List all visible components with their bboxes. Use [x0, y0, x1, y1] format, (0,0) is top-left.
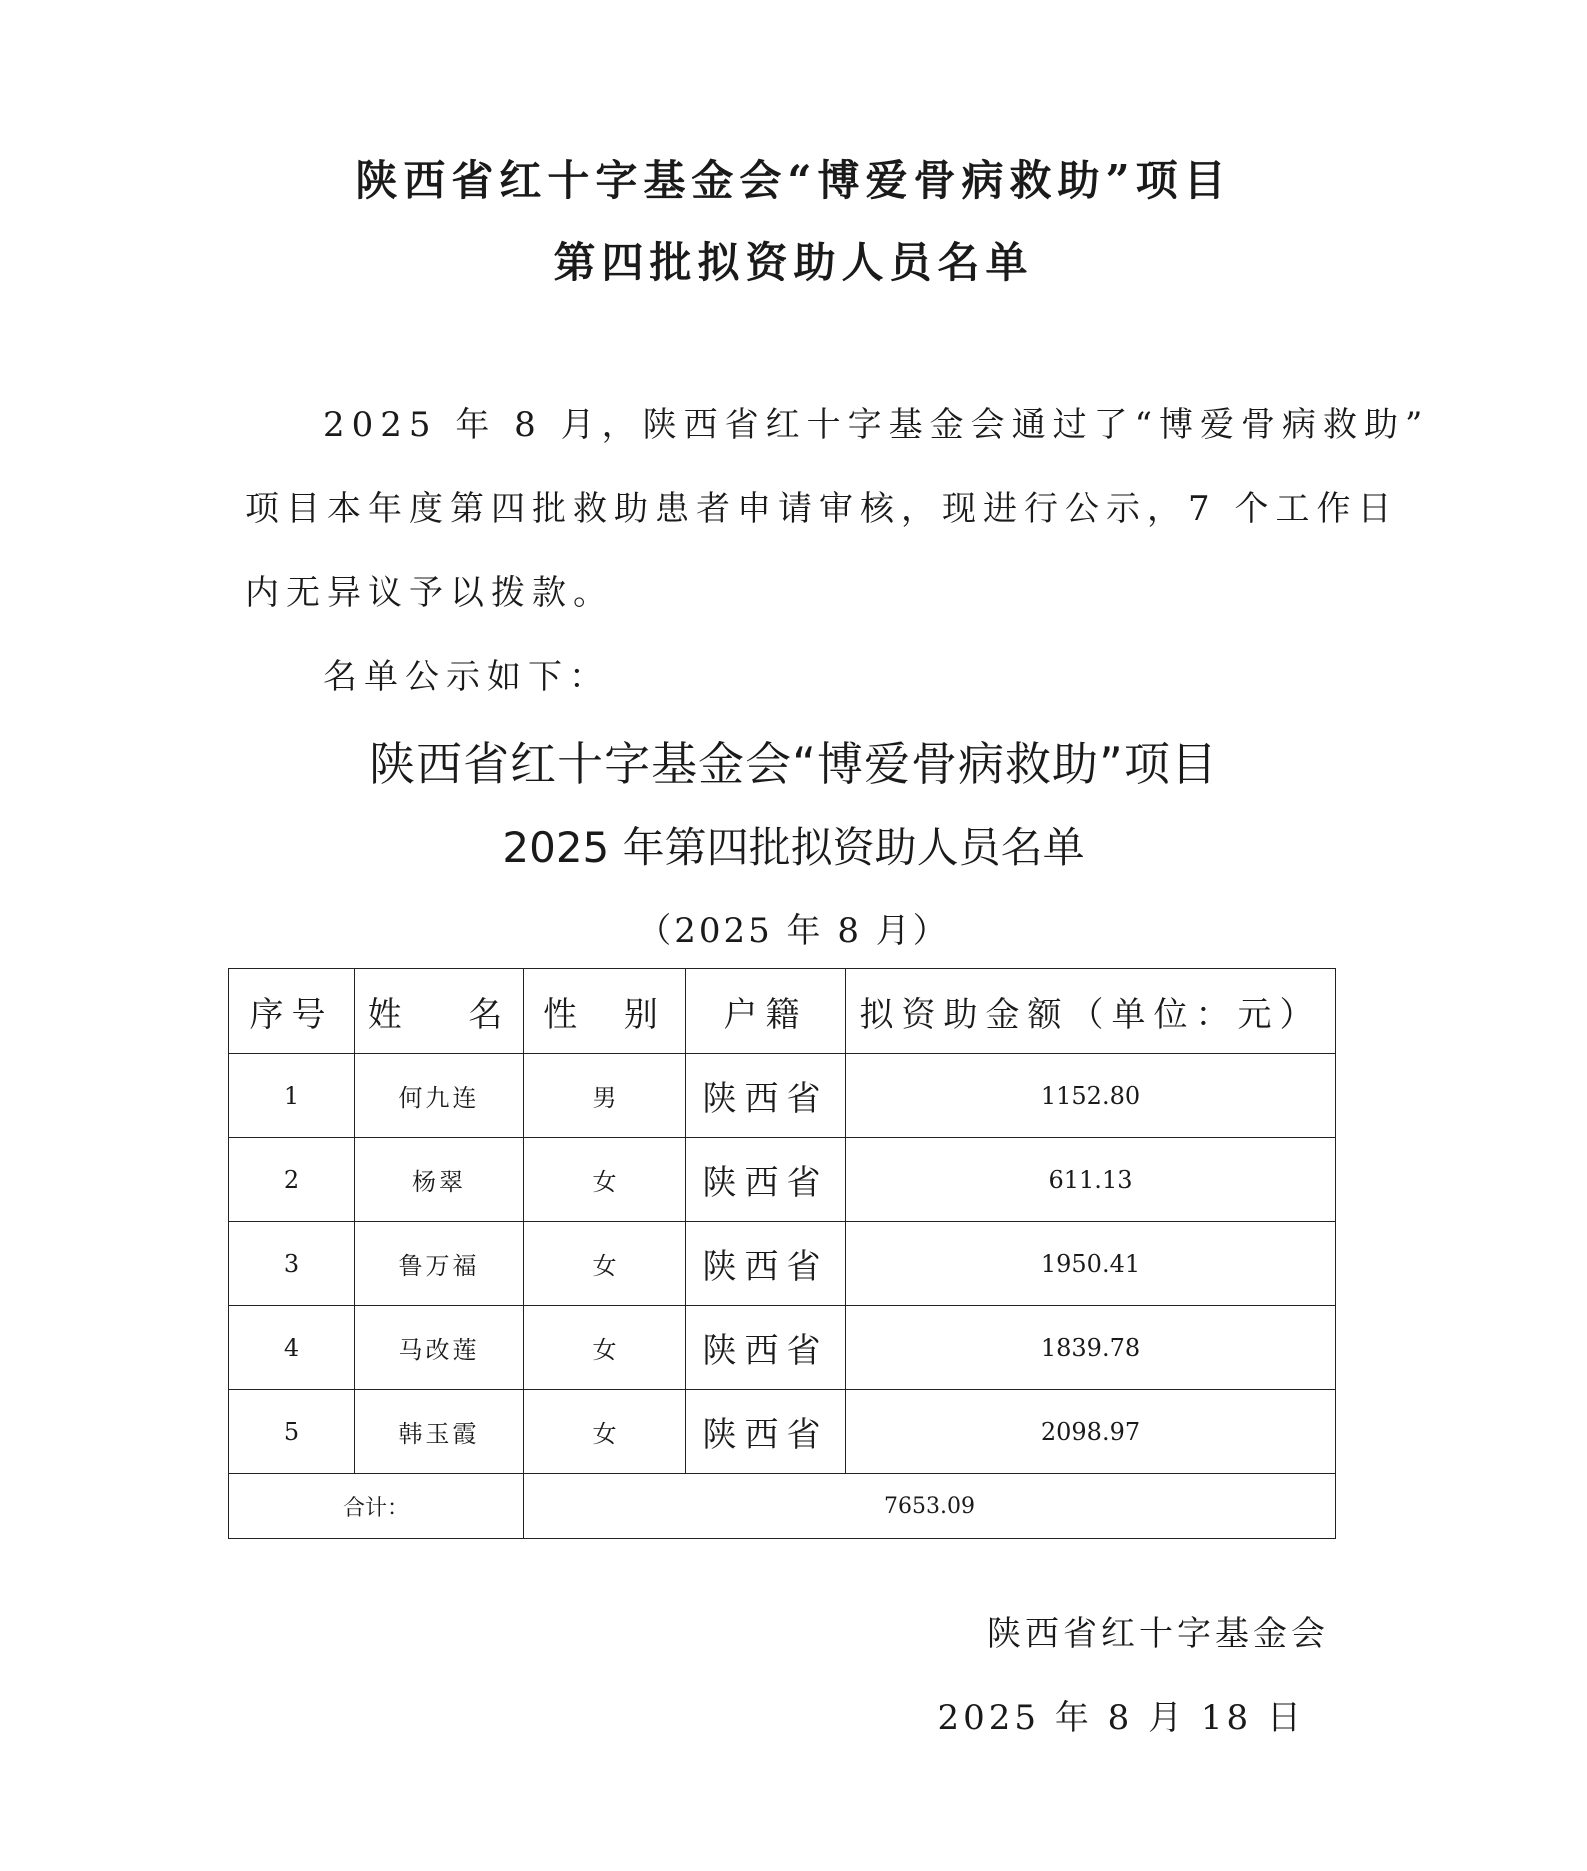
row-index: 5 [229, 1390, 355, 1474]
row-index: 1 [229, 1054, 355, 1138]
signature-org: 陕西省红十字基金会 [987, 1614, 1329, 1654]
header-amount: 拟资助金额（单位：元） [846, 969, 1336, 1054]
row-gender: 女 [524, 1306, 686, 1390]
document-title-line2: 第四批拟资助人员名单 [553, 238, 1034, 287]
table-row [229, 1138, 1336, 1222]
row-amount: 1152.80 [846, 1054, 1336, 1138]
row-gender: 男 [524, 1054, 686, 1138]
table-header-row [229, 969, 1336, 1054]
row-amount: 1839.78 [846, 1306, 1336, 1390]
list-intro: 名单公示如下： [323, 657, 610, 697]
row-gender: 女 [524, 1138, 686, 1222]
row-amount: 1950.41 [846, 1222, 1336, 1306]
row-amount: 2098.97 [846, 1390, 1336, 1474]
document-title-line1: 陕西省红十字基金会“博爱骨病救助”项目 [355, 156, 1232, 205]
table-row [229, 1390, 1336, 1474]
header-household: 户籍 [686, 969, 846, 1054]
table-title-line2: 2025 年第四批拟资助人员名单 [502, 823, 1085, 872]
row-index: 4 [229, 1306, 355, 1390]
row-household: 陕西省 [686, 1390, 846, 1474]
intro-paragraph-line3: 内无异议予以拨款。 [245, 573, 614, 613]
header-gender: 性 别 [524, 969, 686, 1054]
row-household: 陕西省 [686, 1054, 846, 1138]
row-name: 马改莲 [355, 1306, 524, 1390]
row-household: 陕西省 [686, 1138, 846, 1222]
header-index: 序号 [229, 969, 355, 1054]
table-row [229, 1306, 1336, 1390]
total-label: 合计： [229, 1474, 524, 1539]
intro-paragraph-line1: 2025 年 8 月，陕西省红十字基金会通过了“博爱骨病救助” [323, 405, 1430, 445]
row-name: 何九连 [355, 1054, 524, 1138]
roster-table [228, 968, 1336, 1539]
signature-date: 2025 年 8 月 18 日 [937, 1698, 1305, 1738]
total-value: 7653.09 [524, 1474, 1336, 1539]
row-index: 3 [229, 1222, 355, 1306]
table-row [229, 1222, 1336, 1306]
row-amount: 611.13 [846, 1138, 1336, 1222]
table-row [229, 1054, 1336, 1138]
total-row [229, 1474, 1336, 1539]
header-name: 姓 名 [355, 969, 524, 1054]
row-gender: 女 [524, 1390, 686, 1474]
table-title-line1: 陕西省红十字基金会“博爱骨病救助”项目 [369, 737, 1218, 791]
table-date: （2025 年 8 月） [637, 911, 950, 951]
row-household: 陕西省 [686, 1222, 846, 1306]
row-index: 2 [229, 1138, 355, 1222]
row-name: 鲁万福 [355, 1222, 524, 1306]
intro-paragraph-line2: 项目本年度第四批救助患者申请审核，现进行公示，7 个工作日 [245, 489, 1399, 529]
row-gender: 女 [524, 1222, 686, 1306]
row-name: 杨翠 [355, 1138, 524, 1222]
row-household: 陕西省 [686, 1306, 846, 1390]
row-name: 韩玉霞 [355, 1390, 524, 1474]
